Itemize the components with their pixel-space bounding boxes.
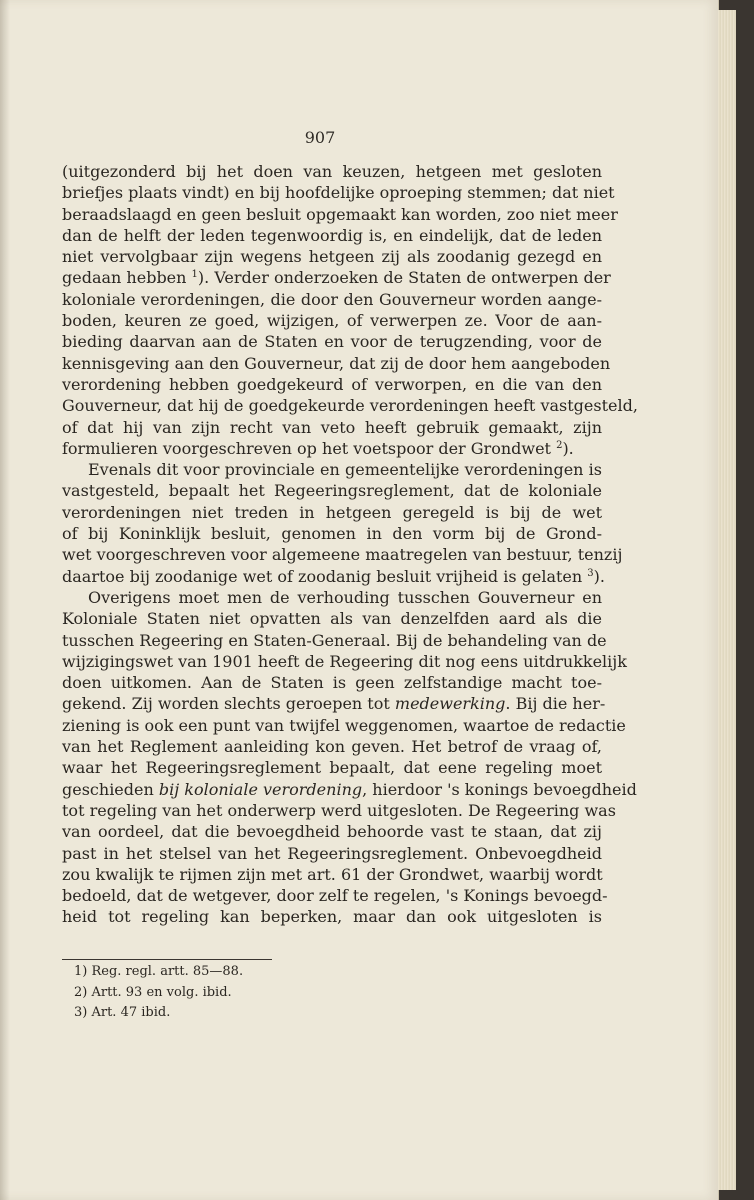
text-line <box>62 779 637 800</box>
text-line <box>62 587 602 608</box>
footnote-marker: 2 <box>556 439 563 451</box>
text-segment: van het Reglement aanleiding kon geven. Het betrof de vraag of, <box>62 737 602 757</box>
text-segment: doen uitkomen. Aan de Staten is geen zelfstandige macht toe- <box>62 673 602 693</box>
footnote: 1) Reg. regl. artt. 85—88. <box>74 964 244 979</box>
footnote: 2) Artt. 93 en volg. ibid. <box>74 984 232 1000</box>
text-segment: briefjes plaats vindt) en bij hoofdelijke oproeping stemmen; dat niet <box>62 183 615 203</box>
text-segment: waar het Regeeringsreglement bepaalt, dat eene regeling moet <box>62 758 602 778</box>
text-line <box>62 225 602 246</box>
text-segment: koloniale verordeningen, die door den Gouverneur worden aange- <box>62 289 602 309</box>
text-line <box>62 906 602 927</box>
text-line <box>62 204 618 225</box>
text-segment: gedaan hebben <box>62 268 192 288</box>
spine-shadow <box>0 0 10 1200</box>
footnotes <box>74 962 243 1024</box>
text-segment: Gouverneur, dat hij de goedgekeurde verordeningen heeft vastgesteld, <box>62 396 638 416</box>
footnote-rule <box>62 959 272 960</box>
italic-term: bij koloniale verordening <box>158 779 363 799</box>
text-segment: Evenals dit voor provinciale en gemeentelijke verordeningen is <box>88 460 602 480</box>
text-segment: ). <box>562 438 574 458</box>
text-line <box>62 161 602 182</box>
text-line <box>62 630 607 651</box>
text-line <box>62 736 602 757</box>
text-segment: kennisgeving aan den Gouverneur, dat zij de door hem aangeboden <box>62 353 611 373</box>
text-segment: past in het stelsel van het Regeeringsreglement. Onbevoegdheid <box>62 843 602 863</box>
text-segment: (uitgezonderd bij het doen van keuzen, hetgeen met gesloten <box>62 162 602 181</box>
text-line <box>62 438 602 459</box>
text-segment: bedoeld, dat de wetgever, door zelf te regelen, 's Konings bevoegd- <box>62 886 608 906</box>
text-segment: verordeningen niet treden in hetgeen geregeld is bij de wet <box>62 502 602 522</box>
text-line <box>62 843 602 864</box>
text-segment: geschieden <box>62 779 159 799</box>
text-line <box>62 374 602 395</box>
text-segment: wijzigingswet van 1901 heeft de Regeering dit nog eens uitdrukkelijk <box>62 651 627 671</box>
text-segment: ). Verder onderzoeken de Staten de ontwerpen der <box>197 268 611 288</box>
text-line <box>62 608 602 629</box>
text-line <box>62 502 602 523</box>
text-line <box>62 885 608 906</box>
text-line <box>62 331 602 352</box>
text-segment: Koloniale Staten niet opvatten als van denzelfden aard als die <box>62 609 602 629</box>
text-line <box>62 417 602 438</box>
text-line <box>62 480 602 501</box>
text-segment: dan de helft der leden tegenwoordig is, en eindelijk, dat de leden <box>62 225 602 245</box>
text-line <box>62 864 602 885</box>
text-line <box>62 395 638 416</box>
text-segment: gekend. Zij worden slechts geroepen tot <box>62 694 395 714</box>
page-edge <box>718 10 736 1190</box>
text-line <box>62 566 605 587</box>
text-line <box>62 715 626 736</box>
text-segment: . Bij die her- <box>505 694 606 714</box>
text-segment: heid tot regeling kan beperken, maar dan ook uitgesloten is <box>62 907 602 927</box>
text-line <box>62 246 602 267</box>
text-segment: van oordeel, dat die bevoegdheid behoorde vast te staan, dat zij <box>62 822 602 842</box>
text-line <box>62 672 602 693</box>
text-segment: bieding daarvan aan de Staten en voor de terugzending, voor de <box>62 332 602 352</box>
text-segment: niet vervolgbaar zijn wegens hetgeen zij als zoodanig gezegd en <box>62 247 602 267</box>
text-segment: beraadslaagd en geen besluit opgemaakt kan worden, zoo niet meer <box>62 204 618 224</box>
text-segment: daartoe bij zoodanige wet of zoodanig besluit vrijheid is gelaten <box>62 566 588 586</box>
text-segment: ). <box>593 566 605 586</box>
text-segment: formulieren voorgeschreven op het voetspoor der Grondwet <box>62 438 557 458</box>
text-segment: boden, keuren ze goed, wijzigen, of verwerpen ze. Voor de aan- <box>62 311 602 331</box>
text-segment: verordening hebben goedgekeurd of verworpen, en die van den <box>62 374 602 394</box>
italic-term: medewerking <box>394 694 506 714</box>
text-line <box>62 267 611 288</box>
body-text <box>62 161 638 928</box>
text-line <box>62 310 602 331</box>
text-line <box>62 544 623 565</box>
text-segment: vastgesteld, bepaalt het Regeeringsreglement, dat de koloniale <box>62 481 602 501</box>
text-segment: tusschen Regeering en Staten-Generaal. Bij de behandeling van de <box>62 630 607 650</box>
text-segment: of bij Koninklijk besluit, genomen in den vorm bij de Grond- <box>62 524 602 544</box>
text-line <box>62 693 606 714</box>
text-line <box>62 353 611 374</box>
text-segment: of dat hij van zijn recht van veto heeft gebruik gemaakt, zijn <box>62 417 602 437</box>
text-line <box>62 523 602 544</box>
text-line <box>62 459 602 480</box>
text-line <box>62 289 602 310</box>
text-segment: zou kwalijk te rijmen zijn met art. 61 der Grondwet, waarbij wordt <box>62 864 603 884</box>
text-segment: wet voorgeschreven voor algemeene maatregelen van bestuur, tenzij <box>62 545 623 565</box>
footnote-marker: 3 <box>587 567 594 579</box>
page-number: 907 <box>304 128 336 147</box>
text-line <box>62 651 627 672</box>
text-line <box>62 182 615 203</box>
text-line <box>62 800 616 821</box>
text-segment: ziening is ook een punt van twijfel weggenomen, waartoe de redactie <box>62 715 626 735</box>
footnote: 3) Art. 47 ibid. <box>74 1005 171 1020</box>
footnote-marker: 1 <box>191 269 198 281</box>
text-segment: Overigens moet men de verhouding tusschen Gouverneur en <box>88 587 602 607</box>
text-line <box>62 757 602 778</box>
text-segment: , hierdoor 's konings bevoegdheid <box>362 779 637 799</box>
text-segment: tot regeling van het onderwerp werd uitgesloten. De Regeering was <box>62 800 616 820</box>
text-line <box>62 821 602 842</box>
